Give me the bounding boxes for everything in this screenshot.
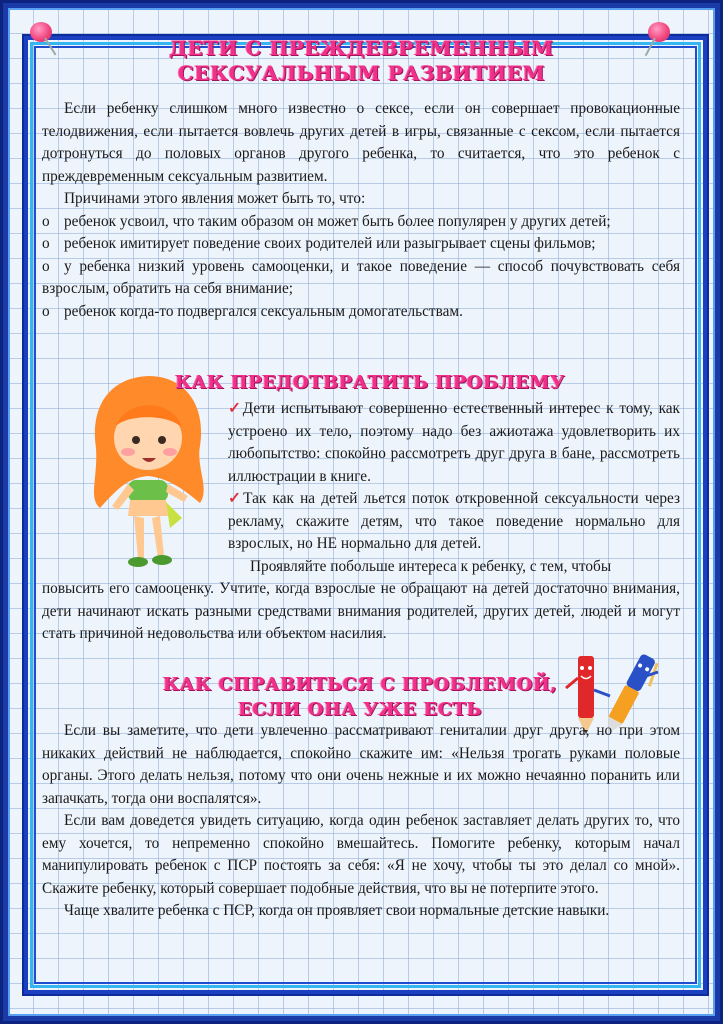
handle-section bbox=[42, 720, 680, 923]
check-item bbox=[228, 488, 680, 556]
handle-paragraph: Если вы заметите, что дети увлеченно рассматривают гениталии друг друга, но при этом никаких действий не наблюдается, спокойно скажите им: «Нельзя трогать руками половые органы. Этого делать нельзя, потому что они очень нежные и их можно нечаянно поранить или запачкать, тогда они воспалятся». bbox=[42, 722, 680, 807]
cause-item bbox=[42, 301, 680, 324]
section-title-handle bbox=[130, 672, 590, 722]
check-item bbox=[228, 398, 680, 488]
checkmark-icon: ✓ bbox=[228, 490, 244, 507]
cause-item bbox=[42, 211, 680, 234]
section-title-prevent: КАК ПРЕДОТВРАТИТЬ ПРОБЛЕМУ bbox=[174, 372, 566, 393]
cause-item bbox=[42, 233, 680, 256]
girl-illustration bbox=[78, 368, 218, 578]
checkmark-icon: ✓ bbox=[228, 400, 243, 417]
poster-title bbox=[0, 36, 723, 86]
circle-bullet-icon: o bbox=[42, 257, 50, 275]
intro-paragraph: Если ребенку слишком много известно о сексе, если он совершает провокационные телодвижения, если пытается вовлечь других детей в игры, связанные с сексом, если пытается дотронуться до половых органов другого ребенка, то считается, что это ребенок с преждевременным сексуальным развитием. bbox=[42, 100, 680, 185]
handle-title-line-1: КАК СПРАВИТЬСЯ С ПРОБЛЕМОЙ, bbox=[162, 674, 558, 695]
poster-title-line-2: СЕКСУАЛЬНЫМ РАЗВИТИЕМ bbox=[177, 61, 546, 85]
attention-paragraph-text: повысить его самооценку. Учтите, когда взрослые не обращают на детей достаточно внимания, дети начинают искать разными средствами внимания родителей, других детей, людей и могут стать причиной недовольства или объектом насилия. bbox=[42, 580, 680, 642]
poster-title-line-1: ДЕТИ С ПРЕЖДЕВРЕМЕННЫМ bbox=[169, 36, 554, 60]
intro-section bbox=[42, 98, 680, 323]
attention-paragraph bbox=[42, 578, 680, 646]
circle-bullet-icon: o bbox=[42, 302, 50, 320]
handle-title-line-2: ЕСЛИ ОНА УЖЕ ЕСТЬ bbox=[238, 699, 482, 720]
causes-lead: Причинами этого явления может быть то, что: bbox=[64, 190, 366, 207]
handle-paragraph: Если вам доведется увидеть ситуацию, когда один ребенок заставляет делать других то, что ему хочется, то непременно спокойно вмешайтесь. Помогите ребенку, которым начал манипулировать ребенок с ПСР постоять за себя: «Я не хочу, чтобы ты это делал со мной». Скажите ребенку, который совершает подобные действия, что вы не потерпите этого. bbox=[42, 812, 680, 897]
cause-text: ребенок усвоил, что таким образом он может быть более популярен у других детей; bbox=[64, 212, 611, 230]
cause-text: у ребенка низкий уровень самооценки, и такое поведение — способ почувствовать себя взрослым, обратить на себя внимание; bbox=[42, 257, 680, 297]
prevent-section bbox=[228, 398, 680, 578]
handle-paragraph: Чаще хвалите ребенка с ПСР, когда он проявляет свои нормальные детские навыки. bbox=[64, 902, 610, 919]
cause-item bbox=[42, 256, 680, 301]
circle-bullet-icon: o bbox=[42, 212, 50, 230]
circle-bullet-icon: o bbox=[42, 235, 50, 252]
check-item-text: Так как на детей льется поток откровенной сексуальности через рекламу, скажите детям, что такое поведение нормально для взрослых, но НЕ нормально для детей. bbox=[228, 490, 680, 552]
check-item-text: Дети испытывают совершенно естественный интерес к тому, как устроено их тело, поэтому надо без ажиотажа удовлетворить их любопытство: спокойно рассмотреть друг друга в бане, рассмотреть иллюстрации в книге. bbox=[228, 400, 680, 485]
cause-text: ребенок когда-то подвергался сексуальным домогательствам. bbox=[64, 302, 463, 320]
cause-text: ребенок имитирует поведение своих родителей или разыгрывает сцены фильмов; bbox=[64, 235, 596, 252]
attention-paragraph-start: Проявляйте побольше интереса к ребенку, с тем, чтобы bbox=[250, 557, 612, 575]
